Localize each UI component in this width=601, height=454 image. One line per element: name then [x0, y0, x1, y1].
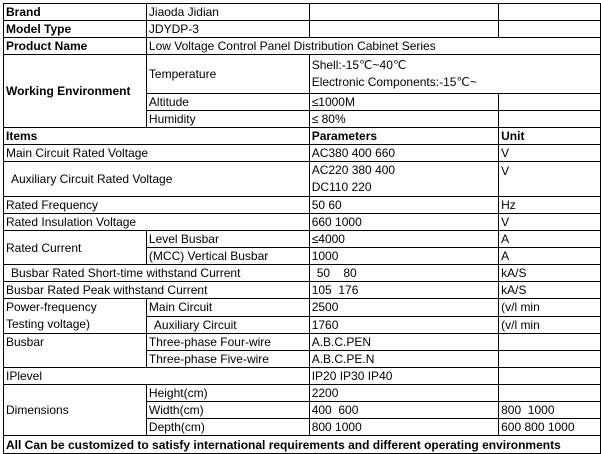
width-label: Width(cm)	[146, 402, 309, 419]
altitude-value: ≤1000M	[309, 94, 498, 111]
main-circuit-unit: (v/l min	[499, 299, 601, 317]
table-row	[4, 368, 601, 385]
temperature-line-1: Shell:-15℃~40℃	[311, 58, 407, 72]
height-value: 2200	[309, 385, 498, 402]
five-wire-value: A.B.C.PE.N	[309, 351, 498, 368]
level-busbar-value: ≤4000	[309, 231, 498, 248]
power-frequency-label	[4, 299, 147, 334]
width-value: 400 600	[309, 402, 498, 419]
table-row	[4, 334, 601, 351]
table-row	[4, 128, 601, 145]
table-row	[4, 145, 601, 162]
main-voltage-label: Main Circuit Rated Voltage	[4, 145, 310, 162]
aux-circuit-value: 1760	[309, 316, 498, 334]
humidity-label: Humidity	[146, 111, 309, 128]
table-row	[4, 197, 601, 214]
power-frequency-line-1: Power-frequency	[6, 300, 97, 314]
frequency-label: Rated Frequency	[4, 197, 310, 214]
table-row	[4, 436, 601, 454]
blank-cell	[499, 334, 601, 351]
busbar-label: Busbar	[4, 334, 147, 368]
four-wire-value: A.B.C.PEN	[309, 334, 498, 351]
dimensions-label: Dimensions	[4, 385, 147, 436]
aux-voltage-label: Auxiliary Circuit Rated Voltage	[4, 162, 310, 197]
humidity-value: ≤ 80%	[309, 111, 498, 128]
table-row	[4, 385, 601, 402]
peak-label: Busbar Rated Peak withstand Current	[4, 282, 310, 299]
model-value: JDYDP-3	[146, 21, 309, 38]
temperature-line-2: Electronic Components:-15℃~	[311, 75, 477, 89]
table-row	[4, 21, 601, 38]
env-label: Working Environment	[4, 55, 147, 128]
altitude-label: Altitude	[146, 94, 309, 111]
params-header: Parameters	[309, 128, 498, 145]
iplevel-label: IPlevel	[4, 368, 310, 385]
short-time-label: Busbar Rated Short-time withstand Current	[4, 265, 310, 282]
table-row	[4, 4, 601, 21]
blank-cell	[499, 111, 601, 128]
main-circuit-value: 2500	[309, 299, 498, 317]
frequency-unit: Hz	[499, 197, 601, 214]
depth-value: 800 1000	[309, 419, 498, 436]
table-row	[4, 55, 601, 94]
insulation-label: Rated Insulation Voltage	[4, 214, 310, 231]
unit-header: Unit	[499, 128, 601, 145]
vertical-busbar-unit: A	[499, 248, 601, 265]
temperature-value	[309, 55, 600, 94]
main-voltage-unit: V	[499, 145, 601, 162]
brand-label: Brand	[4, 4, 147, 21]
brand-value: Jiaoda Jidian	[146, 4, 309, 21]
temperature-label: Temperature	[146, 55, 309, 94]
blank-cell	[499, 4, 601, 21]
width-unit: 800 1000	[499, 402, 601, 419]
blank-cell	[499, 21, 601, 38]
model-label: Model Type	[4, 21, 147, 38]
table-row	[4, 38, 601, 55]
five-wire-label: Three-phase Five-wire	[146, 351, 309, 368]
blank-cell	[309, 21, 498, 38]
table-row	[4, 282, 601, 299]
table-row	[4, 162, 601, 197]
aux-voltage-unit: V	[499, 162, 601, 197]
blank-cell	[499, 94, 601, 111]
aux-circuit-label: Auxiliary Circuit	[146, 316, 309, 334]
short-time-unit: kA/S	[499, 265, 601, 282]
blank-cell	[499, 351, 601, 368]
insulation-value: 660 1000	[309, 214, 498, 231]
main-circuit-label: Main Circuit	[146, 299, 309, 317]
level-busbar-label: Level Busbar	[146, 231, 309, 248]
current-label: Rated Current	[4, 231, 147, 265]
items-header: Items	[4, 128, 310, 145]
peak-value: 105 176	[309, 282, 498, 299]
aux-voltage-value	[309, 162, 498, 197]
iplevel-value: IP20 IP30 IP40	[309, 368, 498, 385]
vertical-busbar-value: 1000	[309, 248, 498, 265]
table-row	[4, 214, 601, 231]
table-row	[4, 265, 601, 282]
blank-cell	[309, 4, 498, 21]
vertical-busbar-label: (MCC) Vertical Busbar	[146, 248, 309, 265]
spec-table	[3, 3, 601, 454]
product-value: Low Voltage Control Panel Distribution Cabinet Series	[146, 38, 600, 55]
four-wire-label: Three-phase Four-wire	[146, 334, 309, 351]
table-row	[4, 299, 601, 317]
insulation-unit: V	[499, 214, 601, 231]
depth-label: Depth(cm)	[146, 419, 309, 436]
level-busbar-unit: A	[499, 231, 601, 248]
blank-cell	[499, 368, 601, 385]
power-frequency-line-2: Testing voltage)	[6, 317, 91, 331]
aux-voltage-line-2: DC110 220	[311, 180, 372, 194]
height-label: Height(cm)	[146, 385, 309, 402]
product-label: Product Name	[4, 38, 147, 55]
aux-circuit-unit: (v/l min	[499, 316, 601, 334]
footer-note: All Can be customized to satisfy international requirements and different operating environments	[4, 436, 601, 454]
aux-voltage-line-1: AC220 380 400	[311, 163, 396, 177]
peak-unit: kA/S	[499, 282, 601, 299]
depth-unit: 600 800 1000	[499, 419, 601, 436]
main-voltage-value: AC380 400 660	[309, 145, 498, 162]
short-time-value: 50 80	[309, 265, 498, 282]
table-row	[4, 231, 601, 248]
blank-cell	[499, 385, 601, 402]
frequency-value: 50 60	[309, 197, 498, 214]
